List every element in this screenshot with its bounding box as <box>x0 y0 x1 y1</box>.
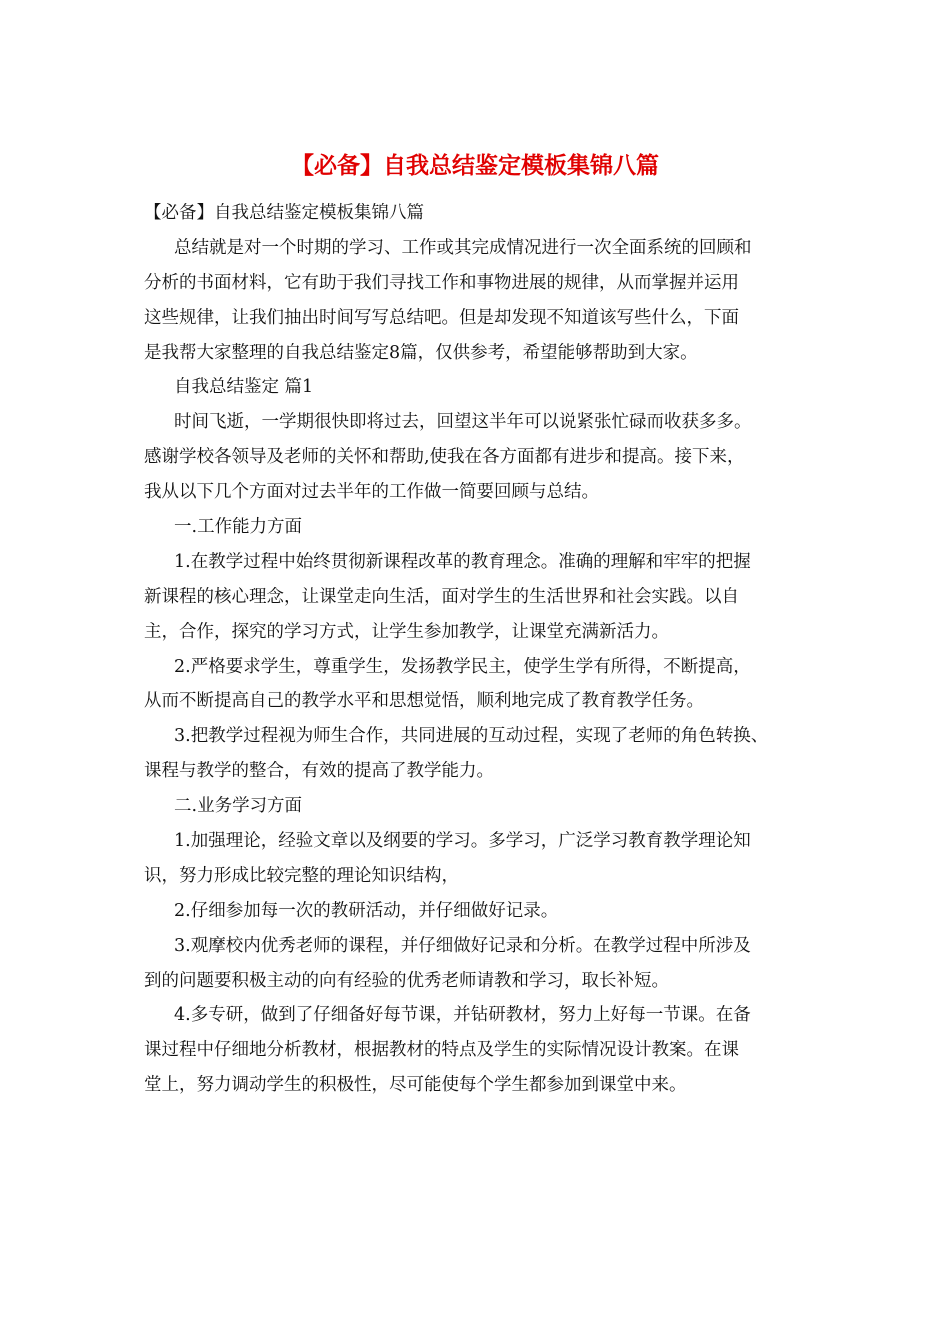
paragraph <box>144 370 824 405</box>
text-line: 2.仔细参加每一次的教研活动，并仔细做好记录。 <box>174 900 559 921</box>
paragraph-list <box>144 231 824 1103</box>
text-line: 课过程中仔细地分析教材，根据教材的特点及学生的实际情况设计教案。在课 <box>144 1040 739 1061</box>
text-line: 从而不断提高自己的教学水平和思想觉悟，顺利地完成了教育教学任务。 <box>144 691 704 712</box>
text-line: 自我总结鉴定 篇1 <box>174 377 314 398</box>
document-body <box>144 196 824 1103</box>
subtitle-line <box>144 196 824 231</box>
paragraph <box>144 789 824 824</box>
text-line: 一.工作能力方面 <box>174 517 303 538</box>
text-line: 总结就是对一个时期的学习、工作或其完成情况进行一次全面系统的回顾和 <box>174 237 752 258</box>
paragraph <box>144 824 824 894</box>
paragraph <box>144 510 824 545</box>
paragraph <box>144 719 824 789</box>
text-line: 是我帮大家整理的自我总结鉴定8篇，仅供参考，希望能够帮助到大家。 <box>144 342 698 363</box>
text-line: 1.在教学过程中始终贯彻新课程改革的教育理念。准确的理解和牢牢的把握 <box>174 551 751 572</box>
text-line: 时间飞逝，一学期很快即将过去，回望这半年可以说紧张忙碌而收获多多。 <box>174 412 752 433</box>
text-line: 堂上，努力调动学生的积极性，尽可能使每个学生都参加到课堂中来。 <box>144 1075 687 1096</box>
paragraph <box>144 998 824 1103</box>
paragraph <box>144 650 824 720</box>
text-line: 这些规律，让我们抽出时间写写总结吧。但是却发现不知道该写些什么，下面 <box>144 307 739 328</box>
text-line: 感谢学校各领导及老师的关怀和帮助,使我在各方面都有进步和提高。接下来， <box>144 447 745 468</box>
text-line: 新课程的核心理念，让课堂走向生活，面对学生的生活世界和社会实践。以自 <box>144 586 739 607</box>
paragraph <box>144 894 824 929</box>
text-line: 到的问题要积极主动的向有经验的优秀老师请教和学习，取长补短。 <box>144 970 669 991</box>
text-line: 2.严格要求学生，尊重学生，发扬教学民主，使学生学有所得，不断提高， <box>174 656 751 677</box>
text-line: 我从以下几个方面对过去半年的工作做一简要回顾与总结。 <box>144 482 599 503</box>
text-line: 1.加强理论，经验文章以及纲要的学习。多学习，广泛学习教育教学理论知 <box>174 831 751 852</box>
text-line: 二.业务学习方面 <box>174 796 303 817</box>
paragraph <box>144 545 824 650</box>
text-line: 主，合作，探究的学习方式，让学生参加教学，让课堂充满新活力。 <box>144 621 669 642</box>
text-line: 识，努力形成比较完整的理论知识结构， <box>144 865 459 886</box>
paragraph <box>144 231 824 371</box>
text-line: 【必备】自我总结鉴定模板集锦八篇 <box>144 203 424 223</box>
document-title: 【必备】自我总结鉴定模板集锦八篇 <box>291 153 659 179</box>
text-line: 3.把教学过程视为师生合作，共同进展的互动过程，实现了老师的角色转换、 <box>174 726 769 747</box>
text-line: 分析的书面材料，它有助于我们寻找工作和事物进展的规律，从而掌握并运用 <box>144 272 739 293</box>
text-line: 课程与教学的整合，有效的提高了教学能力。 <box>144 761 494 782</box>
paragraph <box>144 929 824 999</box>
paragraph <box>144 405 824 510</box>
text-line: 3.观摩校内优秀老师的课程，并仔细做好记录和分析。在教学过程中所涉及 <box>174 935 751 956</box>
text-line: 4.多专研，做到了仔细备好每节课，并钻研教材，努力上好每一节课。在备 <box>174 1005 751 1026</box>
